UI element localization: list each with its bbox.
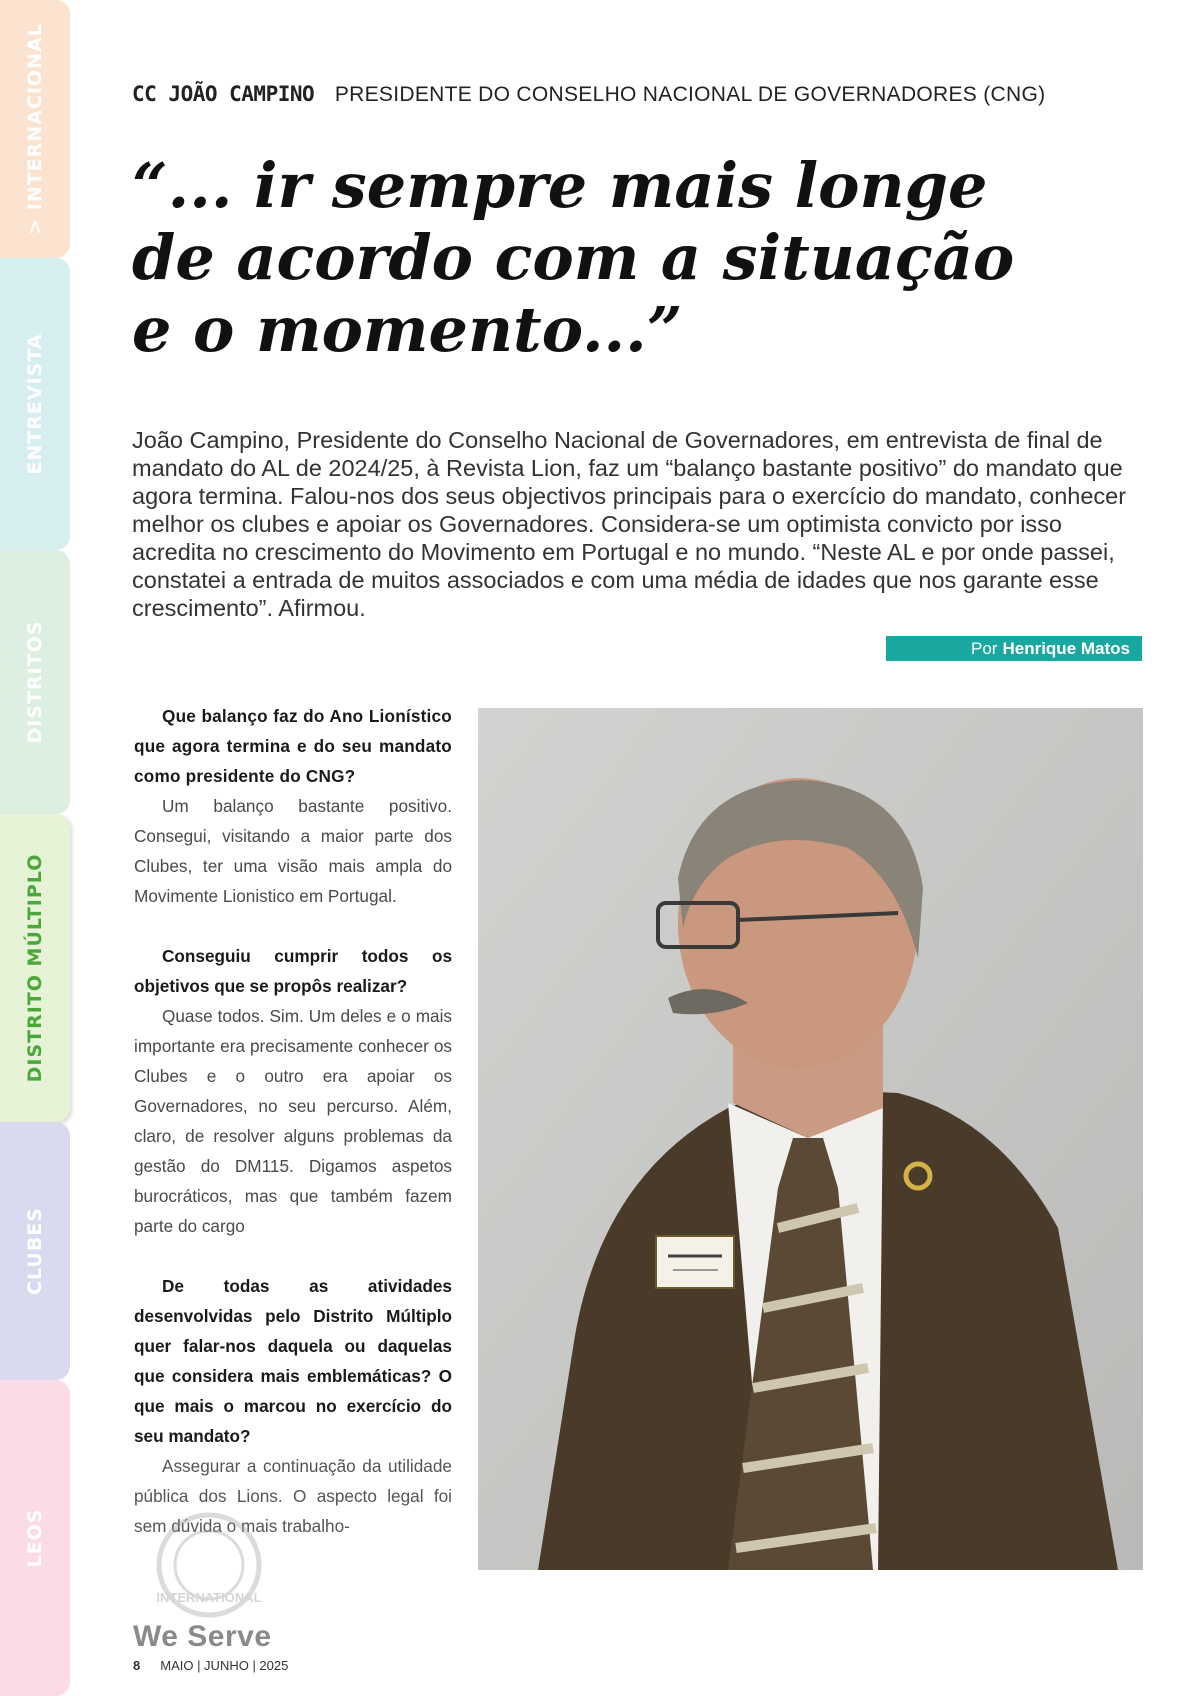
seal-text: INTERNATIONAL — [156, 1590, 262, 1605]
interview-answer: Assegurar a continuação da utilidade pública dos Lions. O aspecto legal foi sem dúvida o mais trabalho- — [134, 1456, 452, 1536]
interview-question: De todas as atividades desenvolvidas pelo Distrito Múltiplo quer falar-nos daquela ou daquelas que considera mais emblemáticas? O que mais o marcou no exercício do seu mandato? — [134, 1276, 452, 1446]
byline-badge — [886, 636, 1142, 661]
portrait-photo — [478, 708, 1143, 1570]
tab-internacional[interactable] — [0, 0, 70, 258]
issue-date: MAIO | JUNHO | 2025 — [160, 1658, 289, 1673]
interviewee-name: CC JOÃO CAMPINO — [132, 82, 315, 106]
headline-line: “... ir sempre mais longe — [132, 149, 988, 222]
article-lead — [132, 426, 1137, 622]
tab-leos-label: LEOS — [24, 1508, 46, 1568]
tab-leos[interactable] — [0, 1380, 70, 1696]
headline-line: e o momento...” — [132, 293, 683, 366]
tab-entrevista-label: ENTREVISTA — [24, 333, 46, 475]
interview-column — [134, 701, 452, 1541]
tab-distrito-multiplo-label: DISTRITO MÚLTIPLO — [24, 853, 46, 1083]
lead-paragraph: João Campino, Presidente do Conselho Nacional de Governadores, em entrevista de final de mandato do AL de 2024/25, à Revista Lion, faz um “balanço bastante positivo” do mandato que agora termina. Falou-nos dos seus objectivos principais para o exercício do mandato, conhecer melhor os clubes e apoiar os Governadores. Considera-se um optimista convicto por isso acredita no crescimento do Movimento em Portugal e no mundo. “Neste AL e por onde passei, constatei a entrada de muitos associados e com uma média de idades que nos garante esse crescimento”. Afirmou. — [132, 427, 1127, 621]
tab-clubes[interactable] — [0, 1122, 70, 1380]
lions-seal-watermark — [144, 1510, 274, 1620]
slogan: We Serve — [133, 1620, 272, 1653]
interview-question: Que balanço faz do Ano Lionístico que agora termina e do seu mandato como presidente do CNG? — [134, 706, 452, 786]
section-tabs — [0, 0, 70, 1696]
tab-entrevista[interactable] — [0, 258, 70, 550]
interview-question: Conseguiu cumprir todos os objetivos que se propôs realizar? — [134, 946, 452, 996]
tab-clubes-label: CLUBES — [24, 1207, 46, 1295]
page-folio — [133, 1658, 288, 1673]
portrait-illustration — [478, 708, 1143, 1570]
interview-answer: Um balanço bastante positivo. Consegui, visitando a maior parte dos Clubes, ter uma visão mais ampla do Movimente Lionistico em Portugal. — [134, 796, 452, 906]
byline-author: Henrique Matos — [1002, 639, 1130, 658]
tab-internacional-label: > INTERNACIONAL — [24, 23, 46, 235]
byline-prefix: Por — [971, 639, 998, 658]
headline-line: de acordo com a situação — [132, 221, 1015, 294]
article-headline — [132, 150, 1132, 366]
interviewee-role: PRESIDENTE DO CONSELHO NACIONAL DE GOVERNADORES (CNG) — [334, 83, 1046, 106]
tab-distrito-multiplo[interactable] — [0, 814, 70, 1122]
page-number: 8 — [133, 1658, 141, 1673]
tab-distritos[interactable] — [0, 550, 70, 814]
interview-answer: Quase todos. Sim. Um deles e o mais importante era precisamente conhecer os Clubes e o outro era apoiar os Governadores, no seu percurso. Além, claro, de resolver alguns problemas da gestão do DM115. Digamos aspetos burocráticos, mas que também fazem parte do cargo — [134, 1006, 452, 1236]
article-kicker — [132, 82, 1045, 107]
tab-distritos-label: DISTRITOS — [24, 620, 46, 744]
